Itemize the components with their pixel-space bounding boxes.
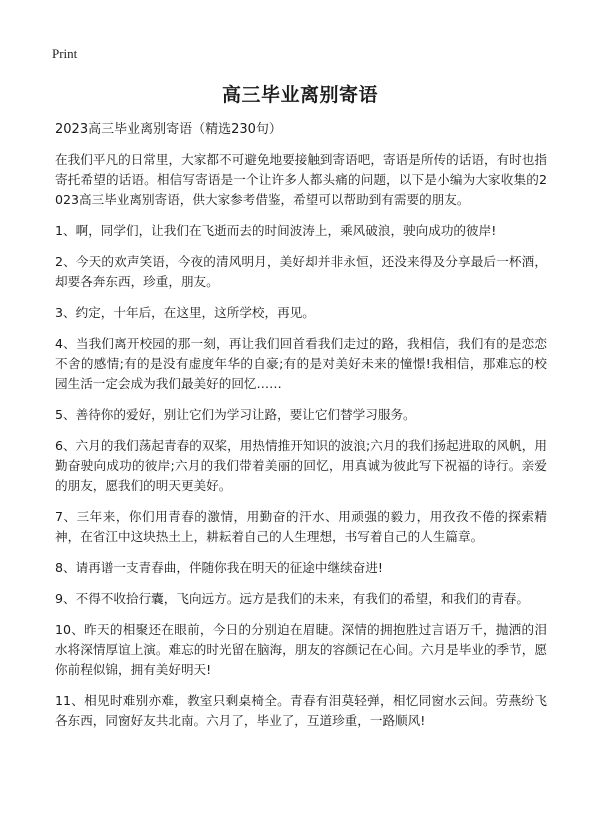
message-item-1: 1、啊，同学们，让我们在飞逝而去的时间波涛上，乘风破浪，驶向成功的彼岸! [55,223,497,238]
document-body [55,120,547,742]
message-item-5: 5、善待你的爱好，别让它们为学习让路，要让它们替学习服务。 [55,407,416,422]
subtitle: 2023高三毕业离别寄语（精选230句） [55,122,282,137]
page-title: 高三毕业离别寄语 [221,84,378,106]
message-item-10: 10、昨天的相聚还在眼前，今日的分别迫在眉睫。深情的拥抱胜过言语万千，抛洒的泪水将深情厚谊上演。难忘的时光留在脑海，朋友的容颜记在心间。六月是毕业的季节，愿你前程似锦，拥有美好明天! [55,622,547,677]
message-item-8: 8、请再谱一支青春曲，伴随你我在明天的征途中继续奋进! [55,560,383,575]
message-item-9: 9、不得不收拾行囊，飞向远方。远方是我们的未来，有我们的希望，和我们的青春。 [55,591,529,606]
message-item-11: 11、相见时难别亦难，教室只剩桌椅全。青春有泪莫轻弹，相忆同窗水云间。劳燕纷飞各东西，同窗好友共北南。六月了，毕业了，互道珍重，一路顺风! [55,693,547,728]
message-item-4: 4、当我们离开校园的那一刻，再让我们回首看我们走过的路，我相信，我们有的是恋恋不舍的感情;有的是没有虚度年华的自豪;有的是对美好未来的憧憬!我相信，那难忘的校园生活一定会成为我们最美好的回忆…… [55,336,547,391]
message-item-3: 3、约定，十年后，在这里，这所学校，再见。 [55,305,315,320]
message-item-6: 6、六月的我们荡起青春的双桨，用热情推开知识的波浪;六月的我们扬起进取的风帆，用勤奋驶向成功的彼岸;六月的我们带着美丽的回忆，用真诚为彼此写下祝福的诗行。亲爱的朋友，愿我们的明天更美好。 [55,438,547,493]
intro-paragraph: 在我们平凡的日常里，大家都不可避免地要接触到寄语吧，寄语是所传的话语，有时也指寄托希望的话语。相信写寄语是一个让许多人都头痛的问题，以下是小编为大家收集的2023高三毕业离别寄语，供大家参考借鉴，希望可以帮助到有需要的朋友。 [55,152,547,207]
message-item-7: 7、三年来，你们用青春的激情，用勤奋的汗水、用顽强的毅力，用孜孜不倦的探索精神，在省江中这块热土上，耕耘着自己的人生理想，书写着自己的人生篇章。 [55,509,547,544]
message-item-2: 2、今天的欢声笑语，今夜的清风明月，美好却并非永恒，还没来得及分享最后一杯酒，却要各奔东西，珍重，朋友。 [55,254,547,289]
print-link[interactable]: Print [52,46,78,61]
